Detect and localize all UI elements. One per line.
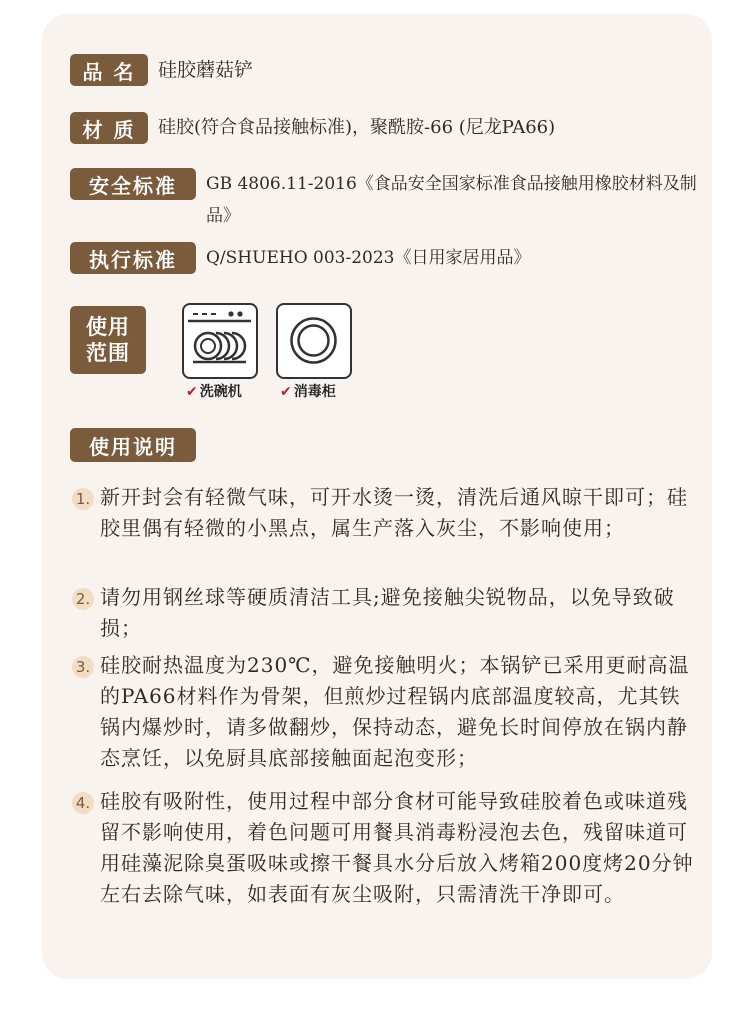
spec-value-safety: GB 4806.11-2016《食品安全国家标准食品接触用橡胶材料及制品》 [206,174,697,226]
instruction-number: 4. [72,792,94,814]
check-icon: ✔ [280,384,292,400]
usage-item-dishwasher [186,381,242,401]
instruction-number: 2. [72,588,94,610]
spec-value-material: 硅胶(符合食品接触标准)，聚酰胺-66 (尼龙PA66) [158,117,556,138]
usage-scope-label-line2: 范围 [86,341,130,365]
instruction-item-4: 硅胶有吸附性，使用过程中部分食材可能导致硅胶着色或味道残留不影响使用，着色问题可用餐具消毒粉浸泡去色，残留味道可用硅藻泥除臭蛋吸味或擦干餐具水分后放入烤箱200度烤20分钟左右去除气味，如表面有灰尘吸附，只需清洗干净即可。 [100,789,694,906]
usage-item-label: 洗碗机 [199,384,242,400]
spec-value-standard: Q/SHUEHO 003-2023《日用家居用品》 [206,248,531,268]
usage-scope-label [70,306,146,374]
usage-scope-label-line1: 使用 [86,315,130,339]
spec-label-standard: 执行标准 [70,242,196,274]
dishwasher-icon [182,303,258,379]
instruction-item-1: 新开封会有轻微气味，可开水烫一烫，清洗后通风晾干即可；硅胶里偶有轻微的小黑点，属生产落入灰尘，不影响使用； [100,485,688,540]
instructions-title: 使用说明 [70,428,196,462]
disinfection-cabinet-icon [276,303,352,379]
usage-item-label: 消毒柜 [293,384,336,400]
instruction-item-2: 请勿用钢丝球等硬质清洁工具;避免接触尖锐物品，以免导致破损； [100,585,675,640]
spec-label-name: 品 名 [70,54,148,86]
instruction-item-3: 硅胶耐热温度为230℃，避免接触明火；本锅铲已采用更耐高温的PA66材料作为骨架，但煎炒过程锅内底部温度较高，尤其铁锅内爆炒时，请多做翻炒，保持动态，避免长时间停放在锅内静态烹饪，以免厨具底部接触面起泡变形； [100,653,690,770]
spec-value-name: 硅胶蘑菇铲 [158,59,254,81]
instruction-number: 1. [72,488,94,510]
spec-label-safety: 安全标准 [70,168,196,200]
spec-label-material: 材 质 [70,112,148,144]
usage-item-disinfection-cabinet [280,381,336,401]
instruction-number: 3. [72,656,94,678]
check-icon: ✔ [186,384,198,400]
